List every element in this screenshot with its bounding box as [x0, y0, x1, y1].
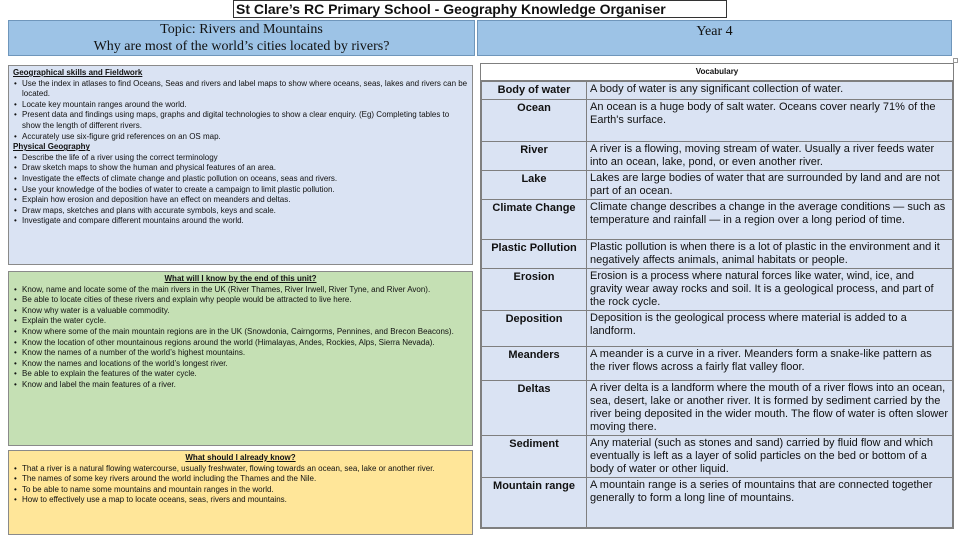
- skills-heading: Geographical skills and Fieldwork: [13, 68, 143, 77]
- list-item: • Explain how erosion and deposition have an effect on meanders and deltas.: [13, 195, 468, 206]
- vocab-term: Body of water: [482, 82, 587, 100]
- table-row: [482, 381, 953, 436]
- list-item: • Know and label the main features of a river.: [13, 380, 468, 391]
- vocab-term: Meanders: [482, 347, 587, 381]
- topic-question: Why are most of the world’s cities located by rivers?: [93, 39, 390, 54]
- already-know-list: [13, 464, 468, 506]
- list-item: • Know, name and locate some of the main rivers in the UK (River Thames, River Irwell, River Tyne, and River Avon).: [13, 285, 468, 296]
- table-row: [482, 240, 953, 269]
- physical-heading: Physical Geography: [13, 142, 90, 152]
- list-item: • Know the names of a number of the world’s highest mountains.: [13, 348, 468, 359]
- vocab-term: Erosion: [482, 269, 587, 311]
- vocab-definition: A river is a flowing, moving stream of water. Usually a river feeds water into an ocean, lake, pond, or even another river.: [587, 142, 953, 171]
- list-item: • Know the location of other mountainous regions around the world (Himalayas, Andes, Rockies, Alps, Sierra Nevada).: [13, 338, 468, 349]
- vocab-term: Mountain range: [482, 478, 587, 528]
- list-item: • Present data and findings using maps, graphs and digital technologies to show a clear enquiry. (Eg) Completing tables to show the length of different rivers.: [13, 110, 468, 131]
- vocab-term: Deposition: [482, 311, 587, 347]
- physical-list: [13, 153, 468, 227]
- vocab-definition: Deposition is the geological process where material is added to a landform.: [587, 311, 953, 347]
- list-item: • Know the names and locations of the world’s longest river.: [13, 359, 468, 370]
- list-item: • Be able to locate cities of these rivers and explain why people would be attracted to live here.: [13, 295, 468, 306]
- list-item: • Accurately use six-figure grid references on an OS map.: [13, 132, 468, 143]
- vocab-definition: A mountain range is a series of mountains that are connected together generally to form a long line of mountains.: [587, 478, 953, 528]
- table-row: [482, 311, 953, 347]
- vocab-term: Climate Change: [482, 200, 587, 240]
- list-item: • Use your knowledge of the bodies of water to create a campaign to limit plastic pollution.: [13, 185, 468, 196]
- list-item: • Be able to explain the features of the water cycle.: [13, 369, 468, 380]
- list-item: • To be able to name some mountains and mountain ranges in the world.: [13, 485, 468, 496]
- list-item: • Draw maps, sketches and plans with accurate symbols, keys and scale.: [13, 206, 468, 217]
- vocab-term: Plastic Pollution: [482, 240, 587, 269]
- list-item: • How to effectively use a map to locate oceans, seas, rivers and mountains.: [13, 495, 468, 506]
- vocab-definition: A body of water is any significant collection of water.: [587, 82, 953, 100]
- table-row: [482, 478, 953, 528]
- topic-title: Topic: Rivers and Mountains: [160, 22, 323, 37]
- list-item: • Use the index in atlases to find Oceans, Seas and rivers and label maps to show where oceans, seas, lakes and rivers can be located.: [13, 79, 468, 100]
- table-row: [482, 436, 953, 478]
- table-row: [482, 100, 953, 142]
- already-know-heading: What should I already know?: [185, 453, 296, 462]
- vocab-definition: A river delta is a landform where the mouth of a river flows into an ocean, sea, desert, lake or another river. It is formed by sediment carried by the river being deposited in the wider mouth. The flow of water is often slower moving there.: [587, 381, 953, 436]
- table-row: [482, 347, 953, 381]
- list-item: • Investigate the effects of climate change and plastic pollution on oceans, seas and rivers.: [13, 174, 468, 185]
- vocab-definition: Erosion is a process where natural forces like water, wind, ice, and gravity wear away rocks and soil. It is a geological process, and part of the rock cycle.: [587, 269, 953, 311]
- list-item: • Know where some of the main mountain regions are in the UK (Snowdonia, Cairngorms, Pennines, and Brecon Beacons).: [13, 327, 468, 338]
- list-item: • Locate key mountain ranges around the world.: [13, 100, 468, 111]
- table-row: [482, 269, 953, 311]
- will-know-list: [13, 285, 468, 391]
- will-know-heading: What will I know by the end of this unit?: [164, 274, 317, 283]
- vocab-term: Ocean: [482, 100, 587, 142]
- table-row: [482, 82, 953, 100]
- vocab-definition: Climate change describes a change in the average conditions — such as temperature and rainfall — in a region over a long period of time.: [587, 200, 953, 240]
- list-item: • Draw sketch maps to show the human and physical features of an area.: [13, 163, 468, 174]
- year-header: Year 4: [477, 20, 952, 56]
- list-item: • Investigate and compare different mountains around the world.: [13, 216, 468, 227]
- table-row: [482, 171, 953, 200]
- list-item: • Explain the water cycle.: [13, 316, 468, 327]
- skills-list: [13, 79, 468, 143]
- vocab-term: Deltas: [482, 381, 587, 436]
- topic-header: [8, 20, 475, 56]
- vocab-definition: An ocean is a huge body of salt water. Oceans cover nearly 71% of the Earth's surface.: [587, 100, 953, 142]
- list-item: • Know why water is a valuable commodity.: [13, 306, 468, 317]
- table-row: [482, 200, 953, 240]
- will-know-panel: [8, 271, 473, 446]
- school-title: St Clare’s RC Primary School - Geography Knowledge Organiser: [233, 0, 727, 18]
- vocabulary-heading: Vocabulary: [481, 64, 953, 81]
- vocab-definition: Any material (such as stones and sand) carried by fluid flow and which eventually is left as a layer of solid particles on the bed or bottom of a body of water or other liquid.: [587, 436, 953, 478]
- skills-panel: [8, 65, 473, 265]
- list-item: • The names of some key rivers around the world including the Thames and the Nile.: [13, 474, 468, 485]
- vocab-definition: A meander is a curve in a river. Meanders form a snake-like pattern as the river flows across a fairly flat valley floor.: [587, 347, 953, 381]
- vocab-definition: Lakes are large bodies of water that are surrounded by land and are not part of an ocean.: [587, 171, 953, 200]
- vocabulary-panel: [480, 63, 954, 529]
- list-item: • Describe the life of a river using the correct terminology: [13, 153, 468, 164]
- vocab-term: River: [482, 142, 587, 171]
- already-know-panel: [8, 450, 473, 535]
- table-row: [482, 142, 953, 171]
- vocab-definition: Plastic pollution is when there is a lot of plastic in the environment and it negatively affects animals, animal habitats or people.: [587, 240, 953, 269]
- vocabulary-table: [481, 81, 953, 528]
- vocab-term: Lake: [482, 171, 587, 200]
- vocab-term: Sediment: [482, 436, 587, 478]
- list-item: • That a river is a natural flowing watercourse, usually freshwater, flowing towards an ocean, sea, lake or another river.: [13, 464, 468, 475]
